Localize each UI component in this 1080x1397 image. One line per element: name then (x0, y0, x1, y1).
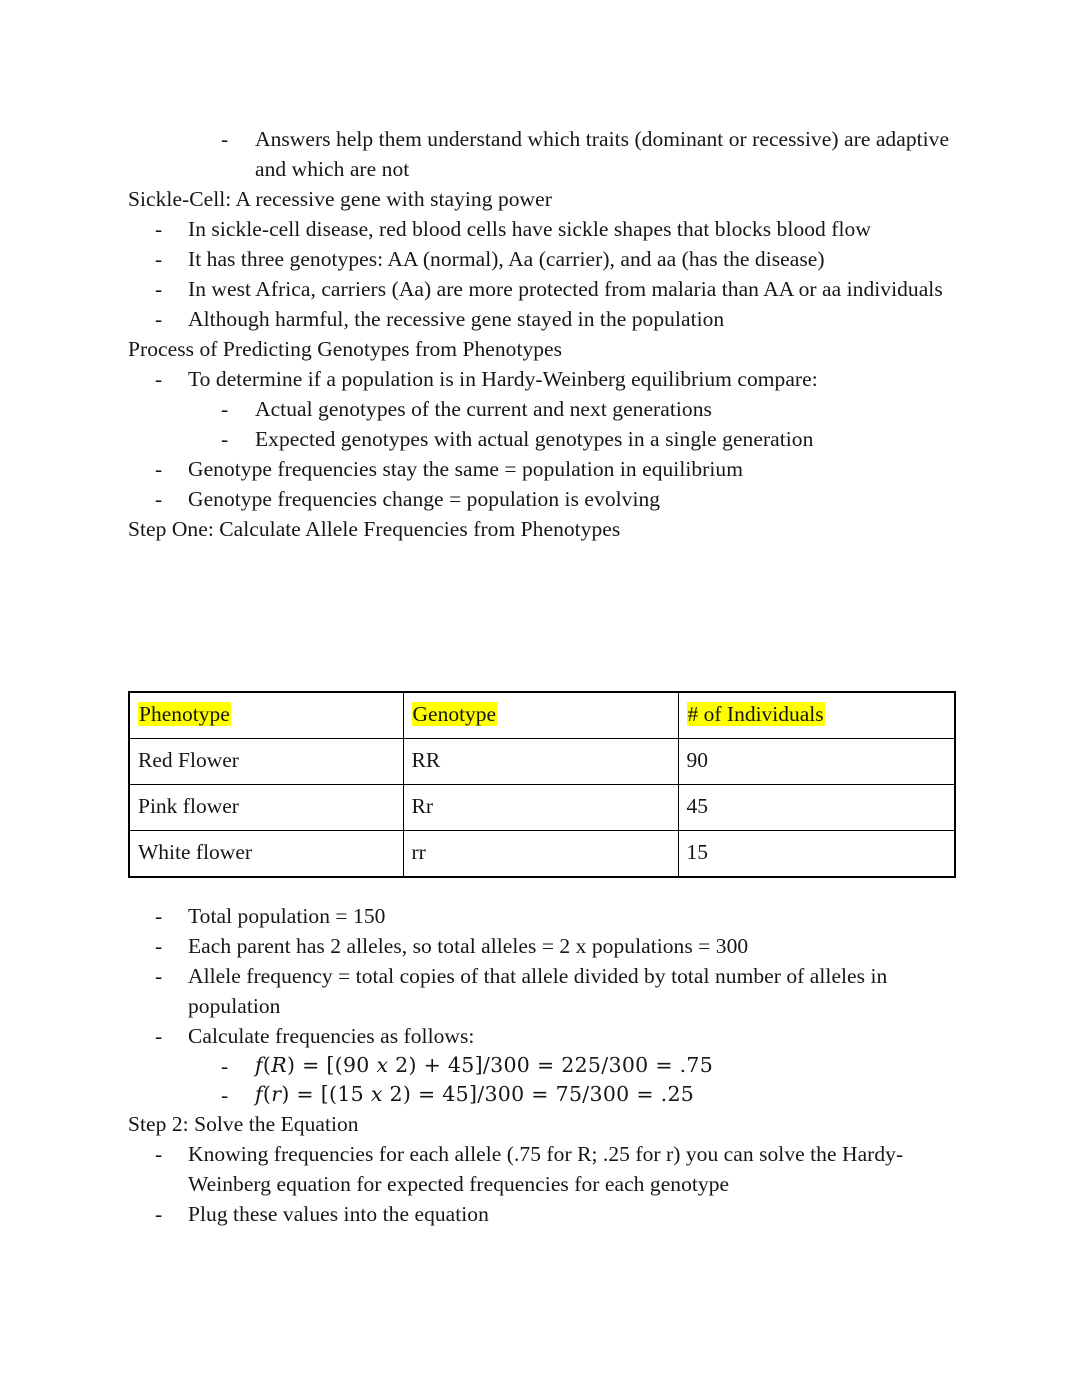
bullet-dash: - (155, 904, 163, 928)
bullet-dash: - (221, 427, 229, 451)
list-item-text: In sickle-cell disease, red blood cells have sickle shapes that blocks blood flow (188, 217, 871, 241)
cell-phenotype: Pink flower (129, 785, 403, 831)
list-item-text: Answers help them understand which traits (dominant or recessive) are adaptive and which are not (255, 127, 950, 181)
list-item-text: It has three genotypes: AA (normal), Aa (carrier), and aa (has the disease) (188, 247, 825, 271)
list-item (128, 124, 968, 184)
bullet-dash: - (155, 1142, 163, 1166)
list-item (128, 1021, 968, 1051)
equation-allele-r (128, 1080, 968, 1109)
cell-genotype: rr (403, 831, 678, 878)
heading-text: Process of Predicting Genotypes from Phenotypes (128, 337, 563, 361)
list-item-text: Total population = 150 (188, 904, 386, 928)
bullet-dash: - (155, 277, 163, 301)
list-item (128, 1199, 968, 1229)
list-item (128, 274, 968, 304)
cell-individuals: 15 (678, 831, 955, 878)
cell-phenotype: Red Flower (129, 739, 403, 785)
header-label: Phenotype (139, 702, 230, 726)
list-item-text: In west Africa, carriers (Aa) are more protected from malaria than AA or aa individuals (188, 277, 943, 301)
list-item (128, 364, 968, 394)
list-item-text: Genotype frequencies change = population is evolving (188, 487, 661, 511)
list-item (128, 394, 968, 424)
bullet-dash: - (221, 1054, 229, 1078)
list-item (128, 304, 968, 334)
bullet-dash: - (155, 367, 163, 391)
heading-step-two (128, 1109, 968, 1139)
outline-section-top (128, 124, 968, 544)
table-header-row (129, 692, 955, 739)
equation-text: f(r) = [(15 x 2) = 45]/300 = 75/300 = .25 (255, 1082, 695, 1106)
bullet-dash: - (155, 247, 163, 271)
cell-individuals: 45 (678, 785, 955, 831)
list-item-text: Plug these values into the equation (188, 1202, 489, 1226)
bullet-dash: - (155, 964, 163, 988)
heading-step-one (128, 514, 968, 544)
bullet-dash: - (221, 1083, 229, 1107)
bullet-dash: - (155, 457, 163, 481)
outline-section-bottom (128, 901, 968, 1229)
table-row (129, 785, 955, 831)
bullet-dash: - (155, 307, 163, 331)
cell-genotype: RR (403, 739, 678, 785)
table-header-cell-individuals (678, 692, 955, 739)
list-item-text: Although harmful, the recessive gene stayed in the population (188, 307, 725, 331)
list-item (128, 214, 968, 244)
table-header-cell-phenotype (129, 692, 403, 739)
list-item-text: Calculate frequencies as follows: (188, 1024, 475, 1048)
list-item-text: Actual genotypes of the current and next generations (255, 397, 712, 421)
list-item (128, 424, 968, 454)
notes-body (128, 124, 968, 544)
bullet-dash: - (221, 127, 229, 151)
heading-text: Step 2: Solve the Equation (128, 1112, 359, 1136)
list-item-text: Genotype frequencies stay the same = population in equilibrium (188, 457, 743, 481)
header-label: Genotype (412, 702, 497, 726)
list-item-text: Expected genotypes with actual genotypes in a single generation (255, 427, 814, 451)
list-item (128, 484, 968, 514)
list-item (128, 244, 968, 274)
heading-text: Step One: Calculate Allele Frequencies from Phenotypes (128, 517, 621, 541)
cell-genotype: Rr (403, 785, 678, 831)
bullet-dash: - (221, 397, 229, 421)
heading-process-predicting (128, 334, 968, 364)
list-item-text: Knowing frequencies for each allele (.75 for R; .25 for r) you can solve the Hardy-Weinberg equation for expected frequencies for each genotype (188, 1142, 904, 1196)
equation-allele-R (128, 1051, 968, 1080)
notes-body-bottom (128, 901, 968, 1229)
equation-text: f(R) = [(90 x 2) + 45]/300 = 225/300 = .75 (255, 1053, 714, 1077)
bullet-dash: - (155, 1024, 163, 1048)
table-row (129, 831, 955, 878)
cell-phenotype: White flower (129, 831, 403, 878)
list-item-text: To determine if a population is in Hardy-Weinberg equilibrium compare: (188, 367, 818, 391)
phenotype-genotype-table (128, 691, 956, 878)
bullet-dash: - (155, 1202, 163, 1226)
header-label: # of Individuals (687, 702, 824, 726)
list-item (128, 901, 968, 931)
list-item-text: Each parent has 2 alleles, so total alleles = 2 x populations = 300 (188, 934, 749, 958)
heading-sickle-cell (128, 184, 968, 214)
heading-text: Sickle-Cell: A recessive gene with staying power (128, 187, 552, 211)
bullet-dash: - (155, 934, 163, 958)
list-item-text: Allele frequency = total copies of that allele divided by total number of alleles in population (188, 964, 888, 1018)
phenotype-genotype-table-wrapper (128, 691, 954, 878)
list-item (128, 961, 968, 1021)
table-header-cell-genotype (403, 692, 678, 739)
bullet-dash: - (155, 217, 163, 241)
list-item (128, 1139, 968, 1199)
list-item (128, 454, 968, 484)
list-item (128, 931, 968, 961)
cell-individuals: 90 (678, 739, 955, 785)
bullet-dash: - (155, 487, 163, 511)
table-row (129, 739, 955, 785)
